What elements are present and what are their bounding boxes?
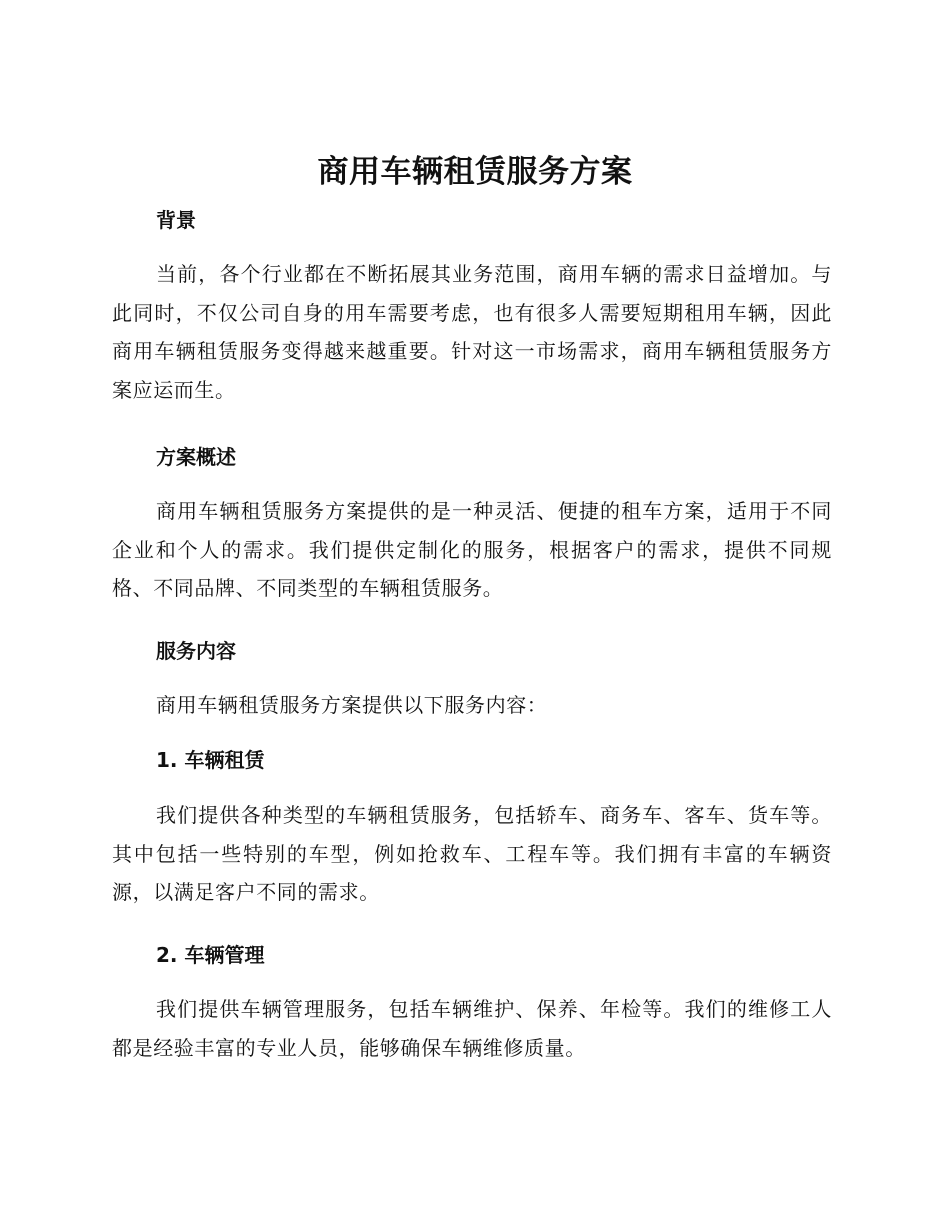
section-paragraph-background: 当前，各个行业都在不断拓展其业务范围，商用车辆的需求日益增加。与此同时，不仅公司自身的用车需要考虑，也有很多人需要短期租用车辆，因此商用车辆租赁服务变得越来越重要。针对这一市场需求，商用车辆租赁服务方案应运而生。 [112, 262, 832, 402]
section-paragraph-service-content: 商用车辆租赁服务方案提供以下服务内容： [156, 693, 548, 717]
section-heading-overview: 方案概述 [156, 445, 236, 469]
document-title: 商用车辆租赁服务方案 [317, 154, 633, 190]
section-heading-service-content: 服务内容 [156, 639, 236, 663]
section-heading-vehicle-rental: 1. 车辆租赁 [156, 748, 265, 772]
section-paragraph-vehicle-rental: 我们提供各种类型的车辆租赁服务，包括轿车、商务车、客车、货车等。其中包括一些特别的车型，例如抢救车、工程车等。我们拥有丰富的车辆资源，以满足客户不同的需求。 [112, 803, 832, 904]
section-paragraph-vehicle-management: 我们提供车辆管理服务，包括车辆维护、保养、年检等。我们的维修工人都是经验丰富的专业人员，能够确保车辆维修质量。 [112, 997, 832, 1060]
section-heading-vehicle-management: 2. 车辆管理 [156, 943, 265, 967]
section-heading-background: 背景 [156, 208, 196, 232]
section-paragraph-overview: 商用车辆租赁服务方案提供的是一种灵活、便捷的租车方案，适用于不同企业和个人的需求。我们提供定制化的服务，根据客户的需求，提供不同规格、不同品牌、不同类型的车辆租赁服务。 [112, 499, 832, 600]
